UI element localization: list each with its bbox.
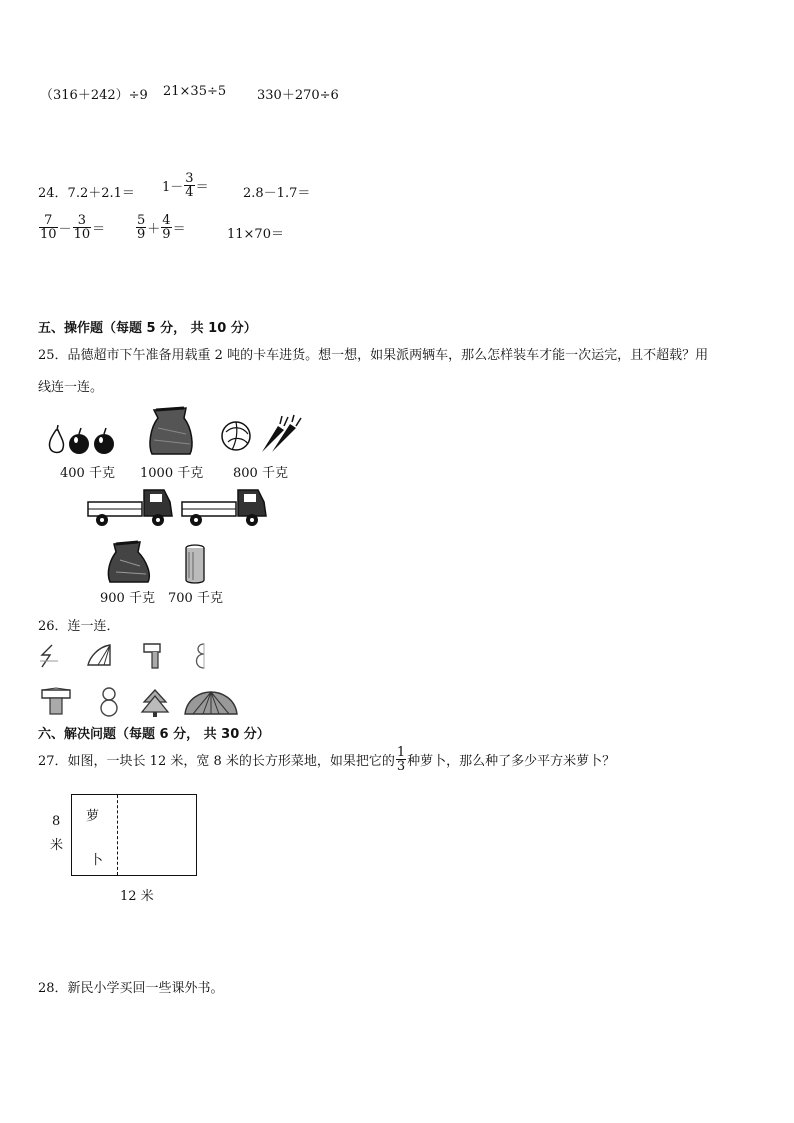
radish-label-1: 萝 <box>86 809 100 824</box>
fraction-denominator: 10 <box>40 227 57 242</box>
label-700kg: 700 千克 <box>168 591 223 606</box>
q25-text-line-2: 线连一连。 <box>38 380 104 395</box>
fraction-numerator: 3 <box>185 171 194 186</box>
width-label-number: 8 <box>52 814 61 829</box>
section-6-heading: 六、解决问题（每题 6 分， 共 30 分） <box>38 727 270 742</box>
fraction-4-9 <box>161 214 171 241</box>
q24-expression-2-prefix: 1－ <box>162 180 184 195</box>
label-1000kg: 1000 千克 <box>140 466 204 481</box>
vegetable-garden-rectangle <box>71 794 197 876</box>
fraction-denominator: 9 <box>137 227 146 242</box>
truck-icon <box>86 486 174 528</box>
half-snowman-shape-icon <box>192 642 210 670</box>
q23-expression-1: （316＋242）÷9 <box>40 88 148 103</box>
sack-icon <box>106 540 154 584</box>
fraction-denominator: 9 <box>162 227 171 242</box>
section-5-heading: 五、操作题（每题 5 分， 共 10 分） <box>38 321 257 336</box>
q24-expression-3: 2.8－1.7＝ <box>243 186 311 201</box>
fraction-3-10 <box>73 214 92 241</box>
q24-expression-2-equals: ＝ <box>195 180 209 195</box>
fraction-denominator: 10 <box>73 227 91 242</box>
half-umbrella-shape-icon <box>86 643 114 669</box>
fruit-icon <box>46 424 122 456</box>
equals-sign: ＝ <box>92 222 106 237</box>
q24-number: 24． <box>38 186 68 201</box>
fraction-7-10 <box>39 214 58 241</box>
equals-sign: ＝ <box>172 222 186 237</box>
minus-sign: － <box>58 222 72 237</box>
width-label-unit: 米 <box>50 838 64 853</box>
plus-sign: ＋ <box>147 222 161 237</box>
q24-expression-1: 7.2＋2.1＝ <box>67 186 135 201</box>
barrel-icon <box>184 544 206 584</box>
radish-label-2: 卜 <box>90 853 104 868</box>
q24-expression-2 <box>162 172 209 199</box>
snowman-shape-icon <box>98 686 120 718</box>
tree-shape-icon <box>140 688 170 718</box>
q27-text-prefix: 27．如图，一块长 12 米，宽 8 米的长方形菜地，如果把它的 <box>38 754 395 769</box>
umbrella-shape-icon <box>183 690 239 718</box>
sack-icon <box>146 404 196 456</box>
q27-text <box>38 746 615 773</box>
label-400kg: 400 千克 <box>60 466 115 481</box>
truck-icon <box>180 486 268 528</box>
q24-row-1 <box>38 182 135 201</box>
fraction-denominator: 3 <box>396 759 406 774</box>
q27-text-suffix: 种萝卜，那么种了多少平方米萝卜？ <box>407 754 616 769</box>
fraction-5-9 <box>136 214 146 241</box>
q23-expression-2: 21×35÷5 <box>163 84 227 99</box>
q24-expression-6: 11×70＝ <box>227 227 284 242</box>
q26-text: 26．连一连． <box>38 619 120 634</box>
q25-text-line-1: 25．品德超市下午准备用载重 2 吨的卡车进货。想一想，如果派两辆车，那么怎样装车才能一次运完，且不超载？用 <box>38 348 709 363</box>
half-lightning-shape-icon <box>38 643 60 669</box>
dashed-divider <box>117 795 118 875</box>
q28-text: 28．新民小学买回一些课外书。 <box>38 981 224 996</box>
length-label: 12 米 <box>120 889 154 904</box>
label-800kg: 800 千克 <box>233 466 288 481</box>
q24-expression-4 <box>38 214 105 241</box>
fraction-numerator: 5 <box>137 213 146 228</box>
house-shape-icon <box>40 688 72 716</box>
fraction-3-4 <box>184 172 194 199</box>
fraction-numerator: 3 <box>77 213 86 228</box>
q23-expression-3: 330＋270÷6 <box>257 88 339 103</box>
fraction-1-3 <box>396 746 406 773</box>
fraction-numerator: 4 <box>162 213 171 228</box>
fraction-numerator: 7 <box>44 213 53 228</box>
fraction-numerator: 1 <box>396 745 406 760</box>
fraction-denominator: 4 <box>185 185 194 200</box>
half-house-shape-icon <box>140 642 164 670</box>
q24-expression-5 <box>135 214 186 241</box>
vegetables-icon <box>218 414 302 454</box>
label-900kg: 900 千克 <box>100 591 155 606</box>
